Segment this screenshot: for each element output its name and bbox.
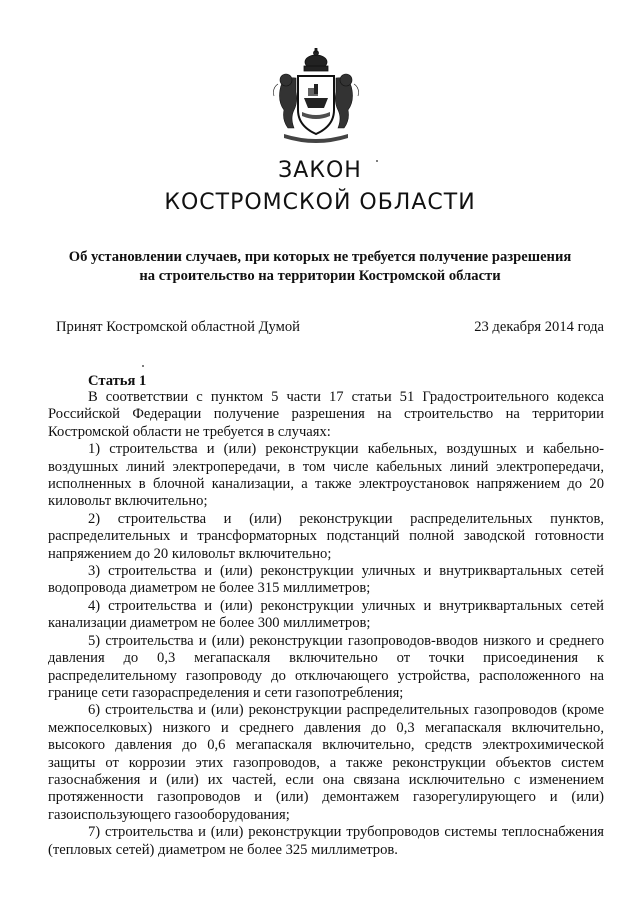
adoption-date: 23 декабря 2014 года	[474, 319, 604, 335]
article-paragraph: 5) строительства и (или) реконструкции газопроводов-вводов низкого и среднего давления до 0,3 мегапаскаля включительно от точки присоединения к распределительному газопроводу до отключающего устройства, расположенного на границе сети газораспределения и сети газопотребления;	[48, 632, 604, 701]
adopted-by: Принят Костромской областной Думой	[56, 319, 300, 335]
article-paragraph: 1) строительства и (или) реконструкции кабельных, воздушных и кабельно-воздушных линий электропередачи, в том числе кабельных линий электропередачи, исполненных в блочной канализации, а также электроустановок напряжением до 20 киловольт включительно;	[48, 441, 604, 510]
article-paragraph: 4) строительства и (или) реконструкции уличных и внутриквартальных сетей канализации диаметром не более 300 миллиметров;	[48, 597, 604, 632]
article-paragraph: 2) строительства и (или) реконструкции распределительных пунктов, распределительных и трансформаторных подстанций полной заводской готовности напряжением до 20 киловольт включительно;	[48, 510, 604, 562]
article-paragraph: 7) строительства и (или) реконструкции трубопроводов системы теплоснабжения (тепловых сетей) диаметром не более 325 миллиметров.	[48, 824, 604, 858]
article-paragraph: 6) строительства и (или) реконструкции распределительных газопроводов (кроме межпоселковых) низкого и среднего давления до 0,3 мегапаскаля включительно, высокого давления до 0,6 мегапаскаля включительно, средств электрохимической защиты от коррозии этих газопроводов, а также реконструкции объектов систем газоснабжения и (или) их частей, если она связана исключительно с изменением протяженности газопроводов и (или) демонтажем газорегулирующего и (или) газоиспользующего газооборудования;	[48, 702, 604, 823]
article-body	[48, 389, 604, 859]
law-title-line1: ЗАКОН	[278, 158, 362, 183]
law-title-line2: КОСТРОМСКОЙ ОБЛАСТИ	[164, 190, 476, 215]
subject-line2: на строительство на территории Костромской области	[139, 268, 501, 284]
article-heading: Статья 1	[88, 373, 147, 389]
adoption-info	[56, 318, 604, 337]
article-paragraph: 3) строительства и (или) реконструкции уличных и внутриквартальных сетей водопровода диаметром не более 315 миллиметров;	[48, 563, 604, 597]
law-subject	[40, 248, 600, 286]
subject-line1: Об установлении случаев, при которых не требуется получение разрешения	[68, 249, 572, 265]
coat-of-arms-icon	[264, 48, 368, 148]
article-paragraph: В соответствии с пунктом 5 части 17 статьи 51 Градостроительного кодекса Российской Федерации получение разрешения на строительство на территории Костромской области не требуется в случаях:	[48, 389, 604, 440]
